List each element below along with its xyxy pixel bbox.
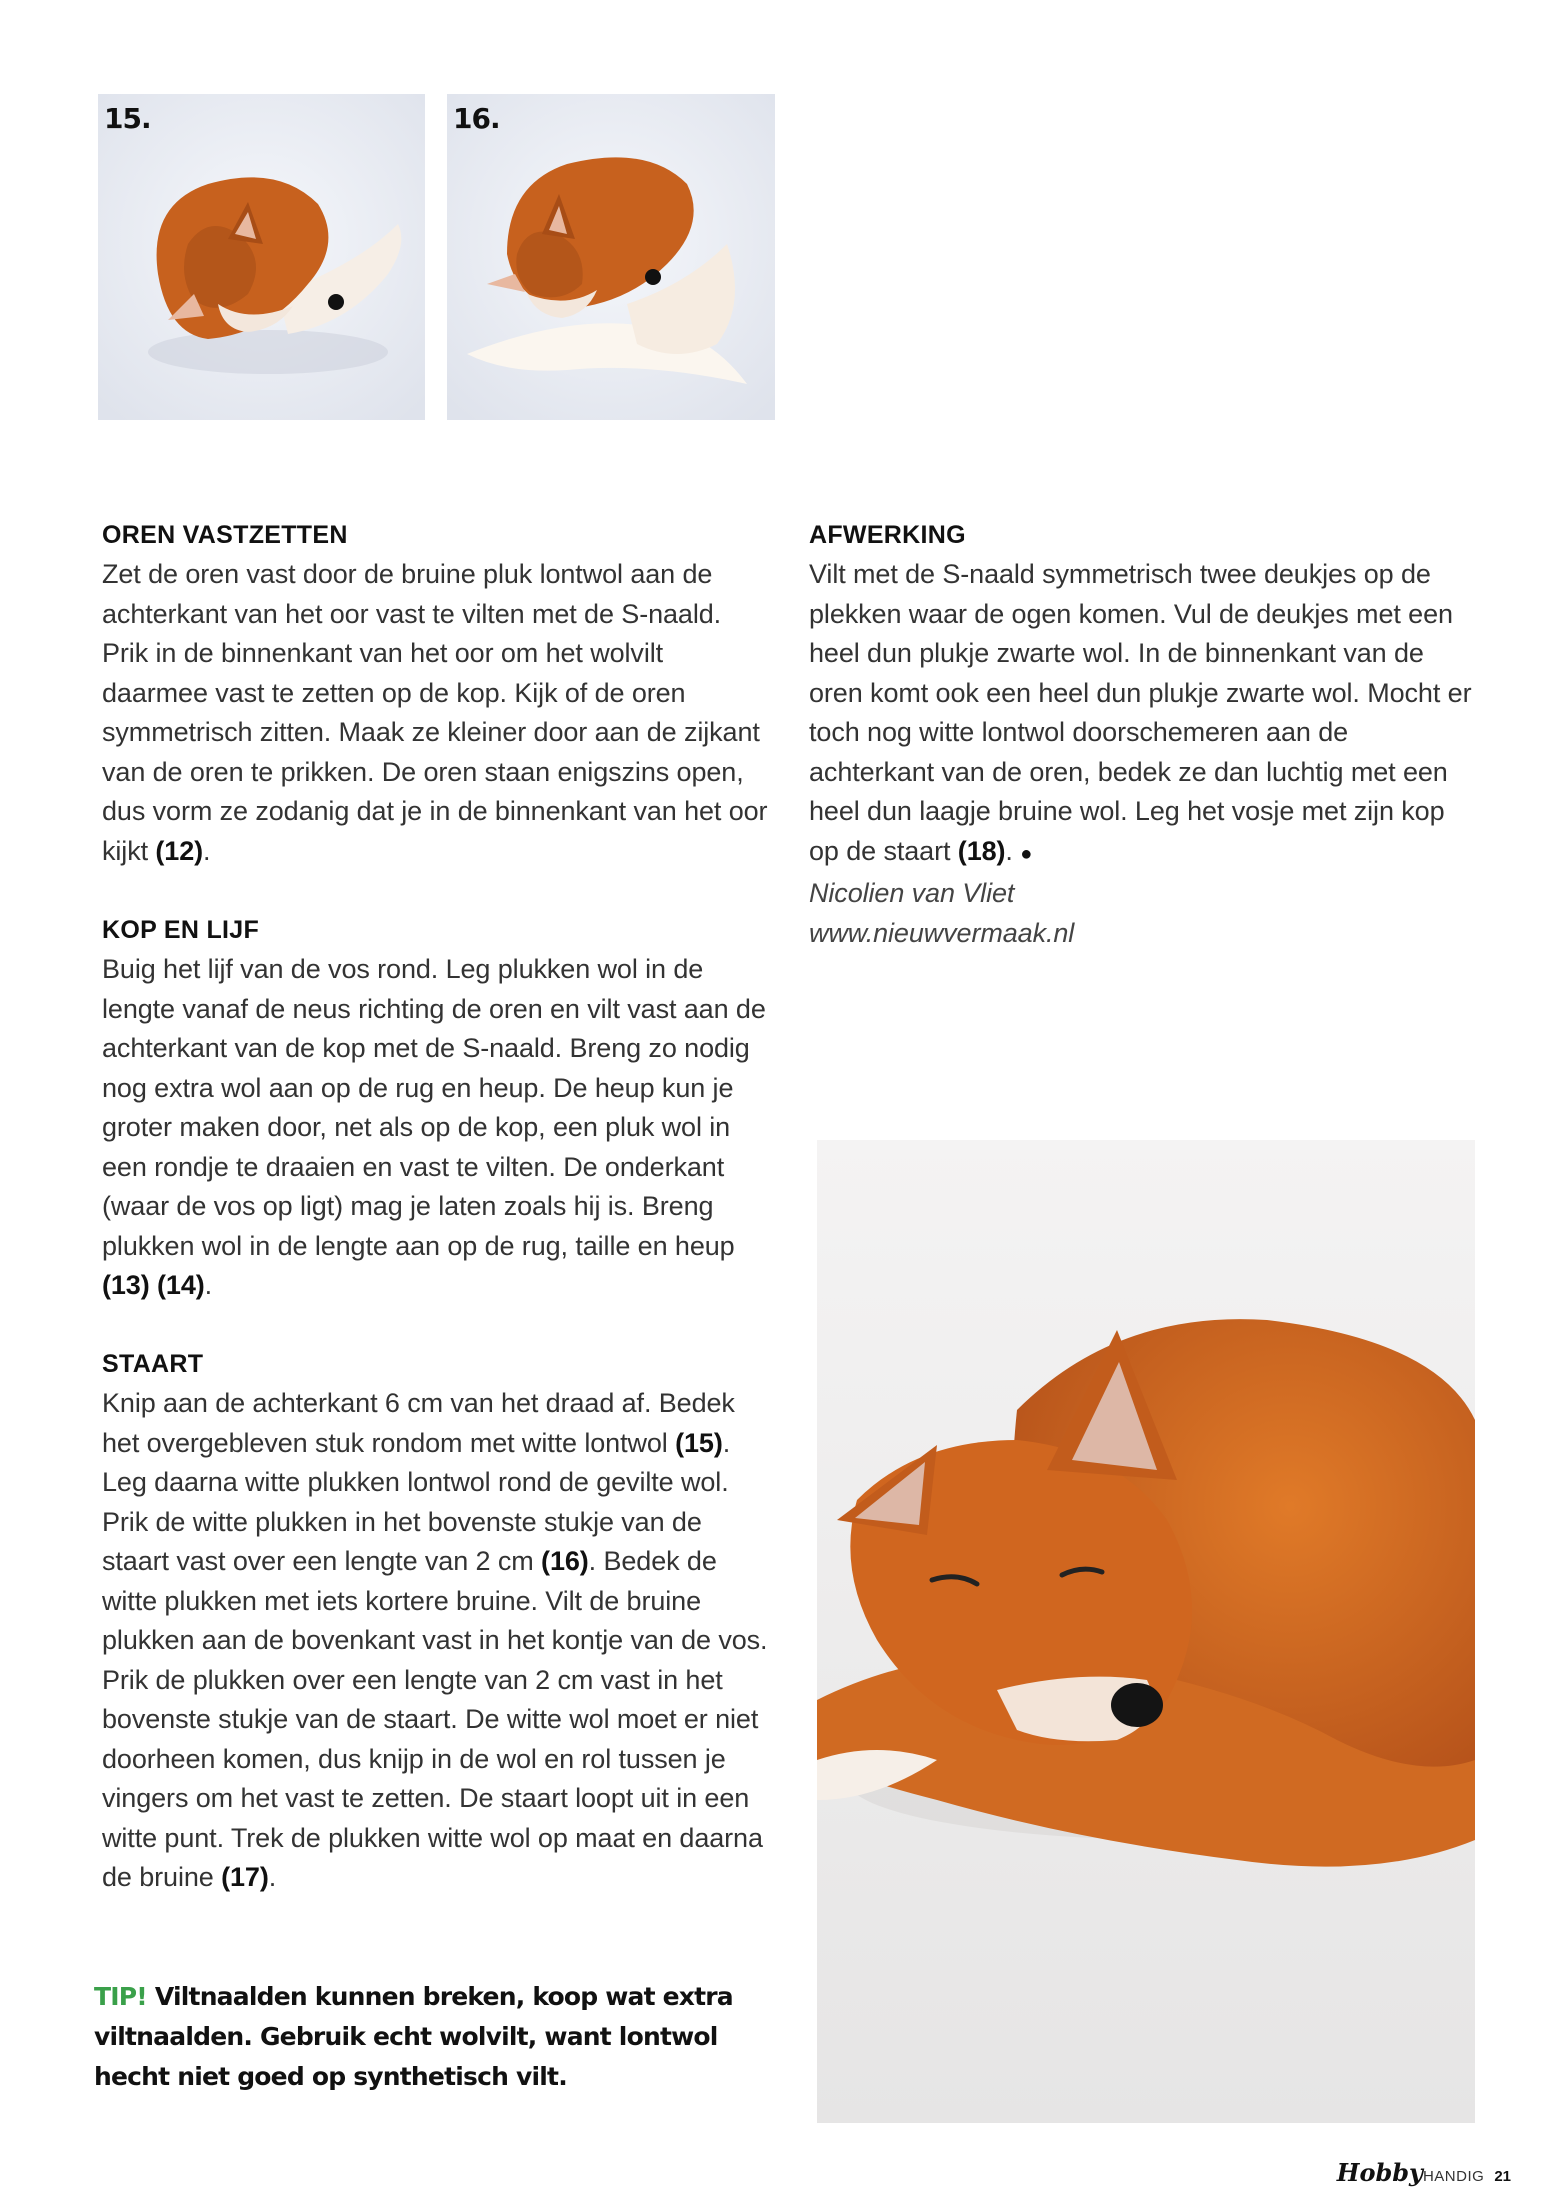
step-number-label: 16. (453, 102, 500, 135)
author-website: www.nieuwvermaak.nl (809, 917, 1075, 948)
body-text: Vilt met de S-naald symmetrisch twee deukjes op de plekken waar de ogen komen. Vul de deukjes met een heel dun plukje zwarte wol. In de binnenkant van de oren komt ook een heel dun plukje zwarte wol. Mocht er toch nog witte lontwol doorschemeren aan de achterkant van de oren, bedek ze dan luchtig met een heel dun laagje bruine wol. Leg het vosje met zijn kop op de staart (809, 559, 1472, 866)
tip-box (94, 1977, 794, 2097)
figure-reference: (12) (155, 835, 204, 866)
section-oren-vastzetten (102, 515, 772, 871)
section-body (102, 1384, 772, 1898)
end-mark: ● (1020, 842, 1033, 865)
section-heading: KOP EN LIJF (102, 916, 260, 944)
section-body (102, 555, 772, 871)
brand-suffix: HANDIG (1422, 2168, 1485, 2185)
page-footer (1337, 2158, 1511, 2187)
section-heading: STAART (102, 1350, 204, 1378)
body-text: Zet de oren vast door de bruine pluk lontwol aan de achterkant van het oor vast te vilten met de S-naald. Prik in de binnenkant van het oor om het wolvilt daarmee vast te zetten op de kop. Kijk of de oren symmetrisch zitten. Maak ze kleiner door aan de zijkant van de oren te prikken. De oren staan enigszins open, dus vorm ze zodanig dat je in de binnenkant van het oor kijkt (102, 559, 768, 866)
section-staart (102, 1344, 772, 1898)
body-text: Knip aan de achterkant 6 cm van het draad af. Bedek het overgebleven stuk rondom met witte lontwol (102, 1388, 735, 1458)
tip-text: Viltnaalden kunnen breken, koop wat extra viltnaalden. Gebruik echt wolvilt, want lontwol hecht niet goed op synthetisch vilt. (94, 1982, 733, 2091)
tip-label: TIP! (94, 1982, 147, 2011)
step-number-label: 15. (104, 102, 151, 135)
fox-step-16-image (447, 94, 775, 420)
figure-reference: (13) (14) (102, 1270, 205, 1300)
section-body (809, 555, 1479, 953)
section-heading: AFWERKING (809, 521, 966, 549)
figure-reference: (17) (221, 1862, 269, 1892)
body-text: Buig het lijf van de vos rond. Leg plukken wol in de lengte vanaf de neus richting de oren en vilt vast aan de achterkant van de kop met de S-naald. Breng zo nodig nog extra wol aan op de rug en heup. De heup kun je groter maken door, net als op de kop, een pluk wol in een rondje te draaien en vast te vilten. De onderkant (waar de vos op ligt) mag je laten zoals hij is. Breng plukken wol in de lengte aan op de rug, taille en heup (102, 954, 766, 1261)
figure-reference: (16) (541, 1546, 589, 1576)
section-heading: OREN VASTZETTEN (102, 521, 348, 549)
sleeping-fox-image (817, 1140, 1475, 2123)
body-text: . (203, 835, 211, 866)
body-text: . (268, 1862, 277, 1892)
brand-name: Hobby (1336, 2158, 1423, 2187)
magazine-logo (1337, 2158, 1485, 2187)
section-body (102, 950, 772, 1306)
section-afwerking (809, 515, 1479, 953)
figure-reference: (15) (675, 1427, 723, 1458)
figure-reference: (18) (957, 835, 1006, 866)
body-text: . (204, 1270, 213, 1300)
fox-step-15-image (98, 94, 425, 420)
step-15-photo (98, 94, 425, 420)
author-name: Nicolien van Vliet (809, 878, 1015, 908)
sleeping-fox-photo (817, 1140, 1475, 2123)
body-text: . Leg daarna witte plukken lontwol rond de gevilte wol. Prik de witte plukken in het bovenste stukje van de staart vast over een lengte van 2 cm (102, 1427, 731, 1576)
body-text: . (1005, 835, 1021, 866)
page-number: 21 (1494, 2168, 1511, 2185)
section-kop-en-lijf (102, 910, 772, 1306)
body-text: . Bedek de witte plukken met iets kortere bruine. Vilt de bruine plukken aan de bovenkant vast in het kontje van de vos. Prik de plukken over een lengte van 2 cm vast in het bovenste stukje van de staart. De witte wol moet er niet doorheen komen, dus knijp in de wol en rol tussen je vingers om het vast te zetten. De staart loopt uit in een witte punt. Trek de plukken witte wol op maat en daarna de bruine (102, 1546, 768, 1892)
step-16-photo (447, 94, 775, 420)
